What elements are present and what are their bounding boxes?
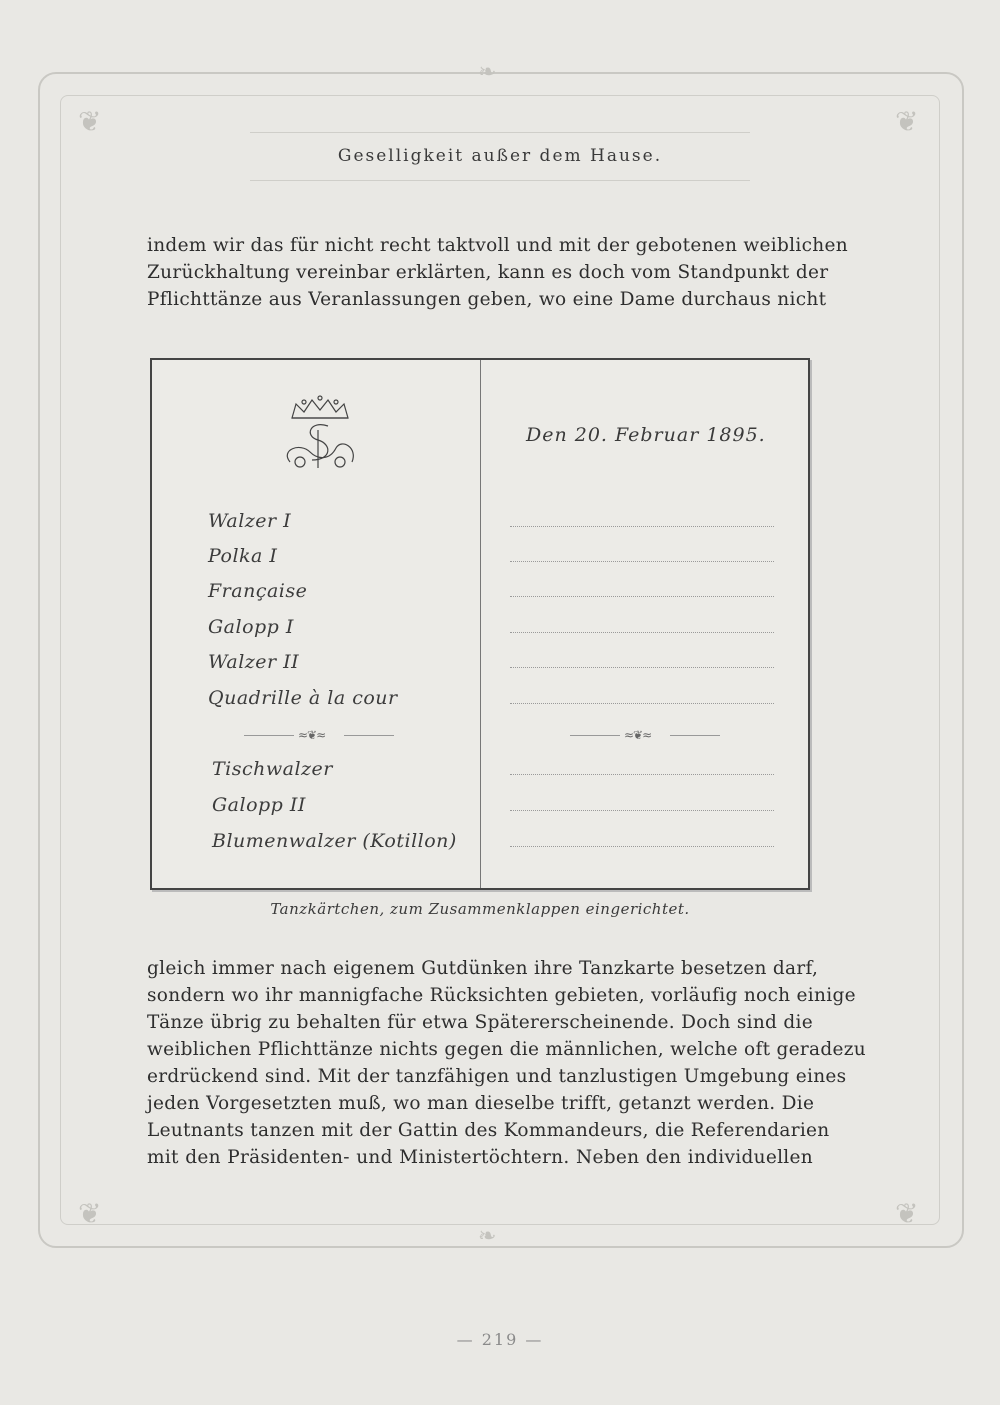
separator-rule <box>670 735 720 736</box>
page-number: — 219 — <box>456 1330 544 1349</box>
crowned-monogram-icon <box>270 390 370 480</box>
corner-flourish-icon: ❦ <box>895 105 919 138</box>
card-fold-line <box>480 360 481 888</box>
bottom-paragraph <box>147 955 867 1171</box>
dance-entry: Walzer I <box>208 510 292 532</box>
text-line: gleich immer nach eigenem Gutdünken ihre Tanzkarte besetzen darf, <box>147 958 819 979</box>
separator-ornament-icon: ≈❦≈ <box>298 728 326 742</box>
top-paragraph <box>147 232 848 313</box>
separator-ornament-icon: ≈❦≈ <box>624 728 652 742</box>
dance-entry: Quadrille à la cour <box>208 687 398 709</box>
header-rule-top <box>250 132 750 133</box>
dance-entry: Blumenwalzer (Kotillon) <box>212 830 457 852</box>
dance-entry: Galopp I <box>208 616 294 638</box>
figure-caption: Tanzkärtchen, zum Zusammenklappen eingerichtet. <box>270 900 690 918</box>
text-line: mit den Präsidenten- und Ministertöchtern. Neben den individuellen <box>147 1147 813 1168</box>
partner-line <box>510 667 774 668</box>
partner-line <box>510 596 774 597</box>
top-flourish-icon: ❧ <box>478 60 497 85</box>
partner-line <box>510 810 774 811</box>
text-line: Pflichttänze aus Veranlassungen geben, wo eine Dame durchaus nicht <box>147 289 827 310</box>
page-title: Geselligkeit außer dem Hause. <box>337 146 663 166</box>
card-date: Den 20. Februar 1895. <box>526 424 766 446</box>
header-rule-bottom <box>250 180 750 181</box>
dance-entry: Polka I <box>208 545 278 567</box>
text-line: indem wir das für nicht recht taktvoll und mit der gebotenen weiblichen <box>147 235 848 256</box>
text-line: weiblichen Pflichttänze nichts gegen die männlichen, welche oft geradezu <box>147 1039 867 1060</box>
dance-entry: Galopp II <box>212 794 306 816</box>
running-header <box>250 128 750 184</box>
text-line: sondern wo ihr mannigfache Rücksichten gebieten, vorläufig noch einige <box>147 985 856 1006</box>
text-line: Tänze übrig zu behalten für etwa Spätererscheinende. Doch sind die <box>147 1012 813 1033</box>
bottom-flourish-icon: ❧ <box>478 1224 497 1249</box>
text-line: erdrückend sind. Mit der tanzfähigen und tanzlustigen Umgebung eines <box>147 1066 847 1087</box>
partner-line <box>510 774 774 775</box>
dance-entry: Française <box>208 580 308 602</box>
partner-line <box>510 846 774 847</box>
dance-card <box>150 358 810 890</box>
text-line: Zurückhaltung vereinbar erklärten, kann es doch vom Standpunkt der <box>147 262 829 283</box>
partner-line <box>510 703 774 704</box>
dance-entry: Walzer II <box>208 651 300 673</box>
separator-rule <box>570 735 620 736</box>
corner-flourish-icon: ❦ <box>78 105 102 138</box>
partner-line <box>510 526 774 527</box>
corner-flourish-icon: ❦ <box>78 1197 102 1230</box>
separator-rule <box>244 735 294 736</box>
text-line: Leutnants tanzen mit der Gattin des Kommandeurs, die Referendarien <box>147 1120 830 1141</box>
separator-rule <box>344 735 394 736</box>
text-line: jeden Vorgesetzten muß, wo man dieselbe trifft, getanzt werden. Die <box>147 1093 815 1114</box>
corner-flourish-icon: ❦ <box>895 1197 919 1230</box>
dance-entry: Tischwalzer <box>212 758 333 780</box>
partner-line <box>510 632 774 633</box>
partner-line <box>510 561 774 562</box>
